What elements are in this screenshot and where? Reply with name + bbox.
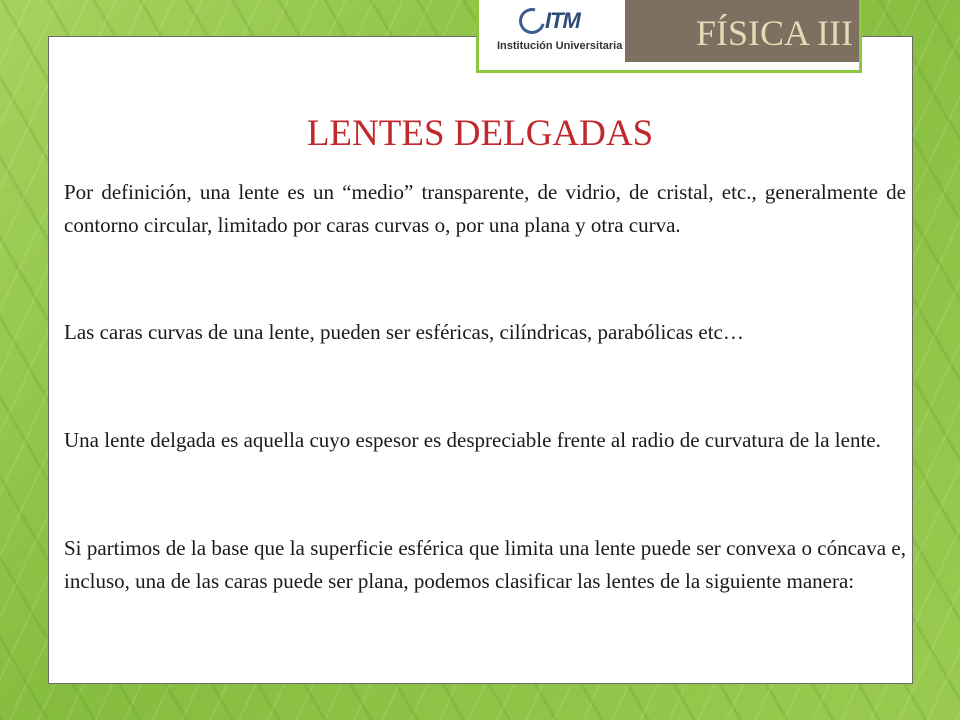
slide-title: LENTES DELGADAS [306,113,654,154]
institution-logo [489,0,626,62]
course-panel [625,0,859,62]
paragraph-curved-faces: Las caras curvas de una lente, pueden ser esféricas, cilíndricas, parabólicas etc… [64,320,744,344]
header-box [476,0,862,73]
paragraph-classification: Si partimos de la base que la superficie esférica que limita una lente puede ser convexa o cóncava e, incluso, una de las caras puede ser plana, podemos clasificar las lentes de la siguiente manera: [64,536,906,593]
paragraph-thin-lens: Una lente delgada es aquella cuyo espesor es despreciable frente al radio de curvatura de la lente. [64,428,881,452]
course-title: FÍSICA III [695,13,853,53]
paragraph-definition: Por definición, una lente es un “medio” transparente, de vidrio, de cristal, etc., generalmente de contorno circular, limitado por caras curvas o, por una plana y otra curva. [64,180,906,237]
logo-text: ITM [545,8,580,33]
logo-subtitle: Institución Universitaria [497,40,623,52]
